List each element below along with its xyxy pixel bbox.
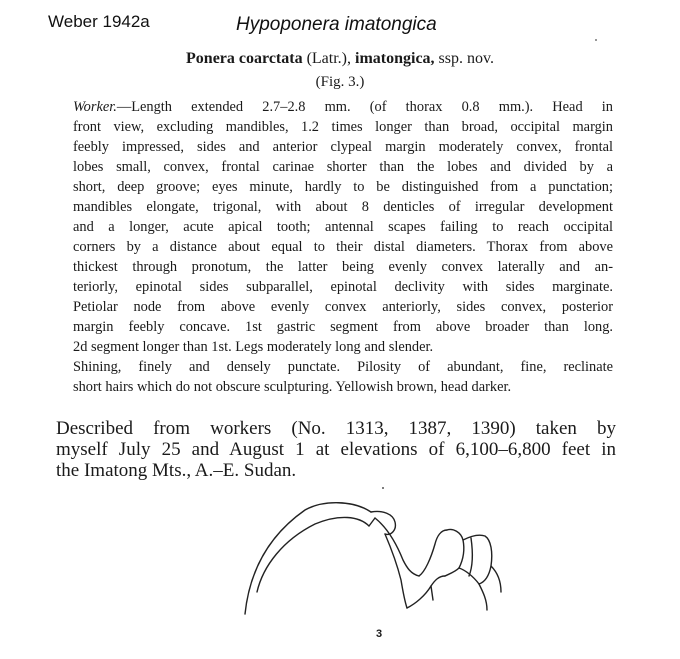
node-outline <box>447 529 464 568</box>
thorax-lower <box>407 576 445 608</box>
figure-number: 3 <box>376 628 383 640</box>
mandible-line <box>369 518 375 526</box>
figure-reference: (Fig. 3.) <box>315 74 365 90</box>
text-line: Petiolar node from above evenly convex anteriorly, sides convex, posterior <box>73 299 613 315</box>
worker-description <box>73 97 613 357</box>
text-line: Shining, finely and densely punctate. Pilosity of abundant, fine, reclinate <box>73 359 613 375</box>
taxon-status: ssp. nov. <box>438 50 494 67</box>
species-name: Ponera coarctata <box>186 50 303 67</box>
text-line: short, deep groove; eyes minute, hardly to be distinguished from a punctation; <box>73 179 613 195</box>
text-line: margin feebly concave. 1st gastric segment from above broader than long. <box>73 319 613 335</box>
citation-label: Weber 1942a <box>48 12 150 31</box>
speck <box>382 487 384 489</box>
text-line: mandibles elongate, trigonal, with about 8 denticles of irregular development <box>73 199 613 215</box>
ant-profile-figure <box>235 496 505 626</box>
petiole-outline <box>419 530 447 576</box>
text-line: short hairs which do not obscure sculpturing. Yellowish brown, head darker. <box>73 379 512 395</box>
gaster-segment-line <box>469 538 472 576</box>
ant-outline-drawing <box>245 503 501 614</box>
worker-lead: Worker. <box>73 99 117 115</box>
text-line: corners by a distance about equal to their distal diameters. Thorax from above <box>73 239 613 255</box>
taxon-heading: Hypoponera imatongica <box>236 14 437 35</box>
text-line: teriorly, epinotal sides subparallel, epinotal declivity with sides marginate. <box>73 279 613 295</box>
gaster-tip <box>491 566 501 592</box>
gaster-outline <box>463 535 492 584</box>
text-line: lobes small, convex, frontal carinae shorter than the lobes and divided by a <box>73 159 613 175</box>
text-line: thickest through pronotum, the latter being evenly convex laterally and an- <box>73 259 613 275</box>
node-base <box>445 568 459 576</box>
text-line: myself July 25 and August 1 at elevations of 6,100–6,800 feet in <box>56 439 616 460</box>
speck <box>595 39 597 41</box>
head-outline <box>245 503 371 614</box>
text-line: feebly impressed, sides and anterior clypeal margin moderately convex, frontal <box>73 139 613 155</box>
text-line: the Imatong Mts., A.–E. Sudan. <box>56 460 297 481</box>
text-line: Described from workers (No. 1313, 1387, 1390) taken by <box>56 418 616 439</box>
leg-segment <box>431 586 433 600</box>
species-author: (Latr.), <box>306 50 351 67</box>
text-line: front view, excluding mandibles, 1.2 times longer than broad, occipital margin <box>73 119 613 135</box>
head-inner-outline <box>257 517 369 592</box>
subspecies-name: imatongica, <box>355 50 435 67</box>
species-title <box>0 50 680 68</box>
gaster-lower <box>479 584 487 610</box>
antenna-base <box>371 511 395 534</box>
sculpture-description <box>73 357 613 397</box>
type-material <box>56 418 616 481</box>
text-line: 2d segment longer than 1st. Legs moderately long and slender. <box>73 339 434 355</box>
text-line: Worker.—Length extended 2.7–2.8 mm. (of thorax 0.8 mm.). Head in <box>73 99 613 115</box>
text-line: and a longer, acute apical tooth; antennal scapes failing to reach occipital <box>73 219 613 235</box>
